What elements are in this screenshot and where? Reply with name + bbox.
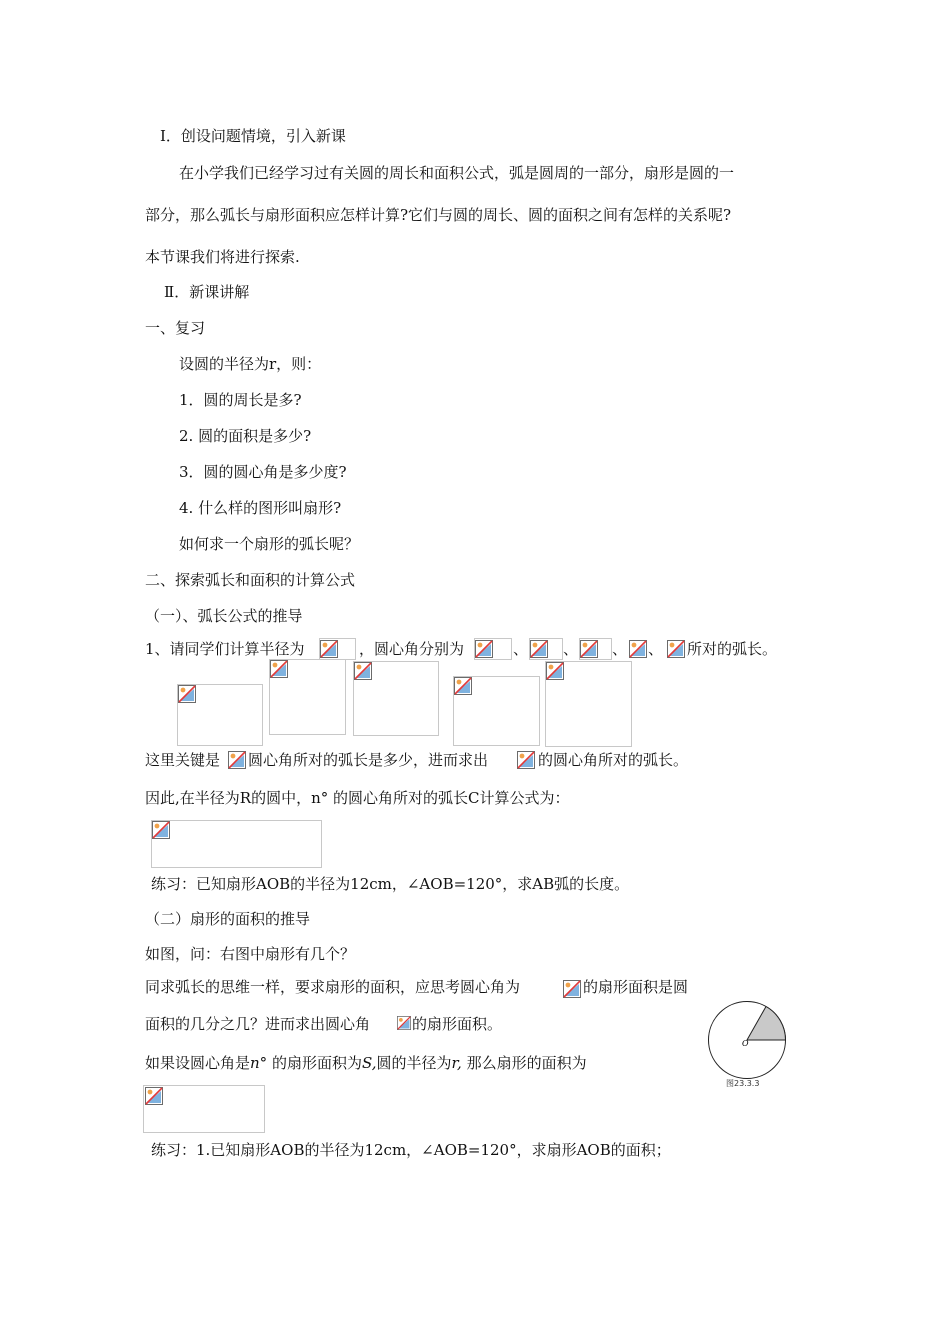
section-heading-intro: Ⅰ．创设问题情境，引入新课 xyxy=(160,127,346,145)
math-n-degree: n° xyxy=(250,1054,268,1072)
key-point-text: 的圆心角所对的弧长。 xyxy=(538,751,689,769)
math-r: r, xyxy=(451,1054,462,1072)
broken-image-icon xyxy=(145,1087,163,1105)
area-text-part: 那么扇形的面积为 xyxy=(466,1054,587,1072)
figure-caption: 图23.3.3 xyxy=(726,1079,760,1088)
formula-image-frame xyxy=(151,820,322,868)
review-title: 一、复习 xyxy=(145,319,206,337)
separator-text: 、 xyxy=(563,640,579,658)
broken-image-icon xyxy=(454,677,472,695)
area-text-part: 的扇形面积为 xyxy=(271,1054,362,1072)
key-point-text: 圆心角所对的弧长是多少，进而求出 xyxy=(248,751,489,769)
broken-image-icon xyxy=(517,751,535,769)
broken-image-icon xyxy=(667,640,685,658)
area-subtitle: （二）扇形的面积的推导 xyxy=(145,910,311,928)
arc-formula-intro: 因此,在半径为R的圆中，n° 的圆心角所对的弧长C计算公式为： xyxy=(145,789,570,807)
broken-image-icon xyxy=(530,640,548,658)
arc-subtitle: （一）、弧长公式的推导 xyxy=(145,607,303,625)
separator-text: 、 xyxy=(648,640,664,658)
area-text-part: 圆的半径为 xyxy=(376,1054,452,1072)
review-question: 2. 圆的面积是多少? xyxy=(179,427,312,445)
area-text: 同求弧长的思维一样，要求扇形的面积，应思考圆心角为 xyxy=(145,978,521,996)
arc-question-text: 所对的弧长。 xyxy=(687,640,778,658)
review-question: 1．圆的周长是多? xyxy=(179,391,302,409)
broken-image-icon xyxy=(580,640,598,658)
area-text xyxy=(145,1053,587,1073)
math-S: S, xyxy=(361,1054,377,1072)
broken-image-icon xyxy=(397,1016,411,1030)
area-question: 如图，问：右图中扇形有几个？ xyxy=(145,945,356,963)
review-intro: 设圆的半径为r，则： xyxy=(179,355,322,373)
broken-image-icon xyxy=(629,640,647,658)
shaded-sector xyxy=(747,1007,786,1041)
area-text: 的扇形面积是圆 xyxy=(583,978,689,996)
area-text: 面积的几分之几？进而求出圆心角 xyxy=(145,1015,371,1033)
arc-question-text: ，圆心角分别为 xyxy=(359,640,465,658)
broken-image-icon xyxy=(546,662,564,680)
separator-text: 、 xyxy=(513,640,529,658)
section-heading-lecture: Ⅱ．新课讲解 xyxy=(164,283,250,301)
practice-area: 练习：1.已知扇形AOB的半径为12cm，∠AOB=120°，求扇形AOB的面积； xyxy=(151,1141,671,1159)
broken-image-icon xyxy=(178,685,196,703)
sector-figure xyxy=(700,1000,800,1092)
review-question: 如何求一个扇形的弧长呢？ xyxy=(179,535,360,553)
center-label: O xyxy=(742,1039,749,1048)
broken-image-icon xyxy=(270,660,288,678)
broken-image-icon xyxy=(320,640,338,658)
review-question: 3．圆的圆心角是多少度? xyxy=(179,463,347,481)
area-text-part: 如果设圆心角是 xyxy=(145,1054,251,1072)
intro-paragraph-line: 本节课我们将进行探索. xyxy=(145,248,300,266)
review-question: 4. 什么样的图形叫扇形? xyxy=(179,499,342,517)
key-point-text: 这里关键是 xyxy=(145,751,221,769)
explore-title: 二、探索弧长和面积的计算公式 xyxy=(145,571,356,589)
intro-paragraph-line: 在小学我们已经学习过有关圆的周长和面积公式，弧是圆周的一部分，扇形是圆的一 xyxy=(179,164,735,182)
practice-arc: 练习：已知扇形AOB的半径为12cm，∠AOB=120°，求AB弧的长度。 xyxy=(151,875,630,893)
broken-image-icon xyxy=(475,640,493,658)
broken-image-icon xyxy=(152,821,170,839)
intro-paragraph-line: 部分，那么弧长与扇形面积应怎样计算?它们与圆的周长、圆的面积之间有怎样的关系呢? xyxy=(145,206,732,224)
separator-text: 、 xyxy=(612,640,628,658)
arc-question-text: 1、请同学们计算半径为 xyxy=(145,640,305,658)
broken-image-icon xyxy=(354,662,372,680)
broken-image-icon xyxy=(563,980,581,998)
broken-image-icon xyxy=(228,751,246,769)
area-text: 的扇形面积。 xyxy=(412,1015,503,1033)
